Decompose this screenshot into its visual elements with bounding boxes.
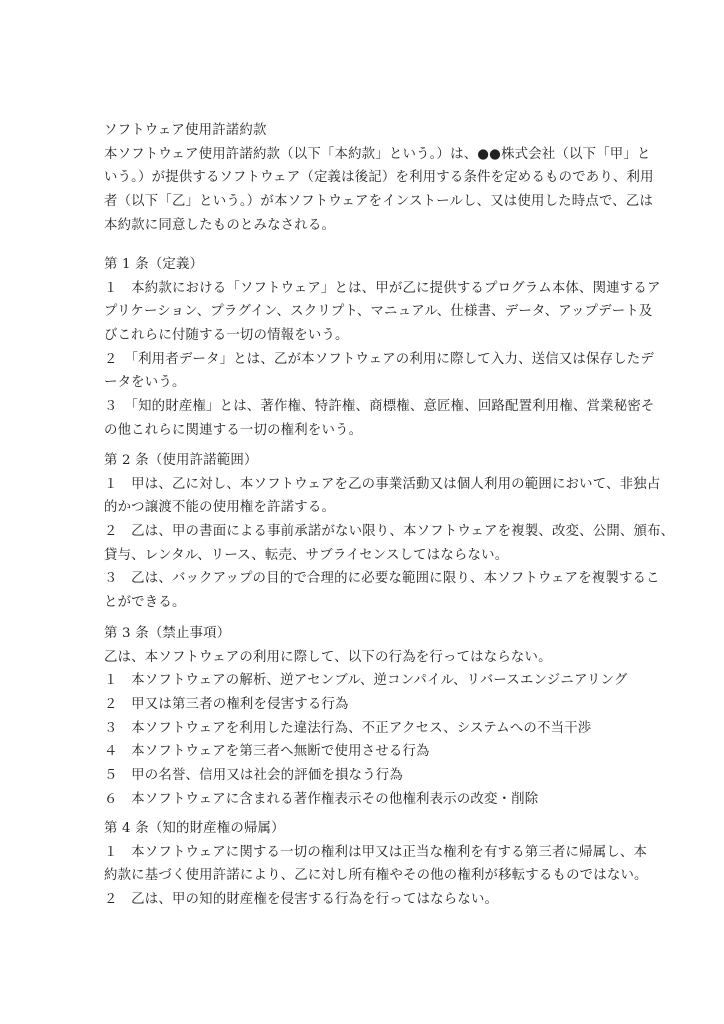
- article-2: [104, 449, 675, 615]
- intro-line: 者（以下「乙」という。）が本ソフトウェアをインストールし、又は使用した時点で、乙は: [104, 194, 654, 210]
- article-line: １ 本ソフトウェアに関する一切の権利は甲又は正当な権利を有する第三者に帰属し、本: [104, 844, 648, 860]
- article-line: 乙は、本ソフトウェアの利用に際して、以下の行為を行ってはならない。: [104, 649, 552, 665]
- intro-line: 本ソフトウェア使用許諾約款（以下「本約款」という。）は、●●株式会社（以下「甲」と: [104, 146, 651, 162]
- article-line: ６ 本ソフトウェアに含まれる著作権表示その他権利表示の改変・削除: [104, 791, 539, 807]
- article-line: １ 本約款における「ソフトウェア」とは、甲が乙に提供するプログラム本体、関連するア: [104, 280, 661, 296]
- article-line: 的かつ譲渡不能の使用権を許諾する。: [104, 500, 336, 516]
- article-line: ２ 乙は、甲の知的財産権を侵害する行為を行ってはならない。: [104, 892, 499, 908]
- article-line: とができる。: [104, 595, 186, 611]
- article-heading: 第 2 条（使用許諾範囲）: [104, 453, 258, 468]
- article-line: ータをいう。: [104, 375, 186, 391]
- article-line: 約款に基づく使用許諾により、乙に対し所有権やその他の権利が移転するものではない。: [104, 868, 648, 884]
- article-line: びこれらに付随する一切の情報をいう。: [104, 328, 349, 344]
- article-line: ２ 甲又は第三者の権利を侵害する行為: [104, 697, 349, 713]
- article-line: ２ 「利用者データ」とは、乙が本ソフトウェアの利用に際して入力、送信又は保存したデ: [104, 351, 654, 367]
- article-heading: 第 4 条（知的財産権の帰属）: [104, 821, 285, 836]
- article-line: １ 甲は、乙に対し、本ソフトウェアを乙の事業活動又は個人利用の範囲において、非独占: [104, 476, 661, 492]
- article-line: ４ 本ソフトウェアを第三者へ無断で使用させる行為: [104, 744, 430, 760]
- article-line: ２ 乙は、甲の書面による事前承諾がない限り、本ソフトウェアを複製、改変、公開、頒布、: [104, 524, 675, 540]
- article-line: 貸与、レンタル、リース、転売、サブライセンスしてはならない。: [104, 547, 509, 563]
- article-heading: 第 3 条（禁止事項）: [104, 626, 231, 641]
- article-line: ３ 本ソフトウェアを利用した違法行為、不正アクセス、システムへの不当干渉: [104, 720, 592, 736]
- intro-line: 本約款に同意したものとみなされる。: [104, 217, 336, 233]
- article-line: の他これらに関連する一切の権利をいう。: [104, 422, 363, 438]
- article-3: [104, 622, 628, 812]
- intro-line: いう。）が提供するソフトウェア（定義は後記）を利用する条件を定めるものであり、利用: [104, 170, 654, 186]
- intro-section: [104, 119, 654, 237]
- article-line: ３ 乙は、バックアップの目的で合理的に必要な範囲に限り、本ソフトウェアを複製するこ: [104, 571, 660, 587]
- document-title: ソフトウェア使用許諾約款: [104, 123, 267, 138]
- article-line: １ 本ソフトウェアの解析、逆アセンブル、逆コンパイル、リバースエンジニアリング: [104, 673, 628, 689]
- article-line: プリケーション、プラグイン、スクリプト、マニュアル、仕様書、データ、アップデート及: [104, 304, 653, 320]
- article-line: ５ 甲の名誉、信用又は社会的評価を損なう行為: [104, 768, 403, 784]
- article-4: [104, 817, 648, 912]
- article-1: [104, 253, 661, 443]
- article-heading: 第 1 条（定義）: [104, 257, 204, 272]
- article-line: ３ 「知的財産権」とは、著作権、特許権、商標権、意匠権、回路配置利用権、営業秘密そ: [104, 399, 655, 415]
